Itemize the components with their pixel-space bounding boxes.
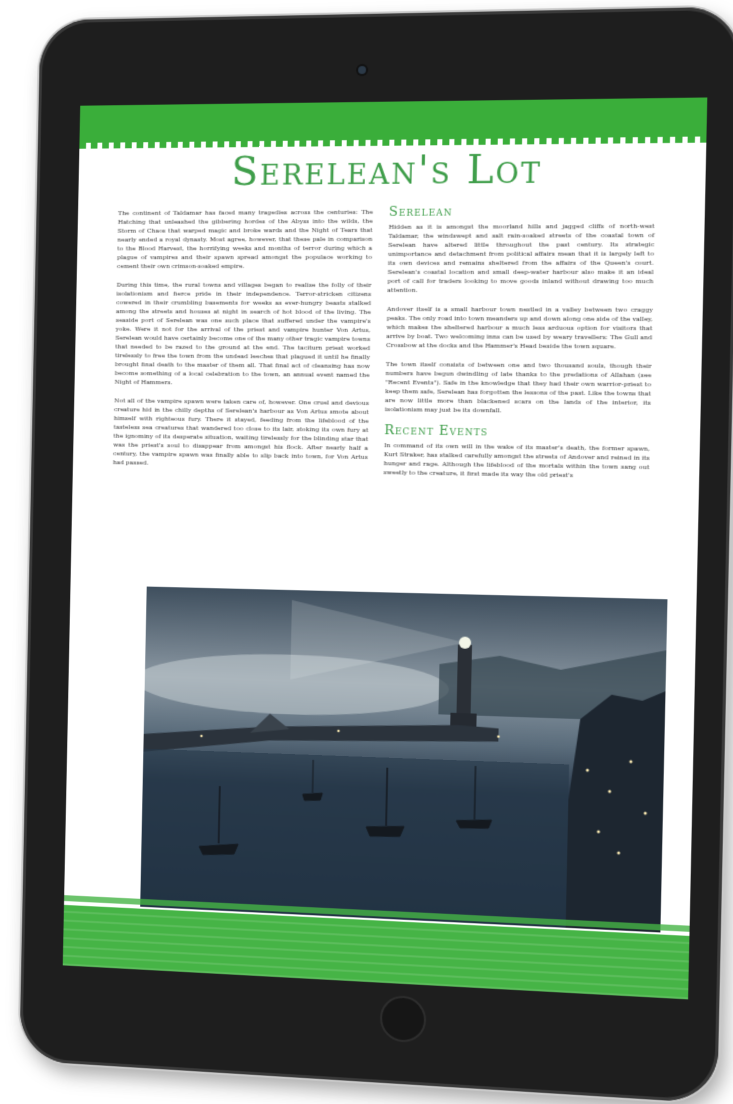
intro-paragraph-2: During this time, the rural towns and villages began to realise the folly of their isolationism and fierce pride in their independence. Terror-stricken citizens cowered in their crumbling basements for weeks as ever-hungry beasts stalked among the streets and houses at night in search of hot blood of the living. The seaside port of Serelean was one such place that suffered under the vampire's yoke. Were it not for the arrival of the priest and vampire hunter Von Artus, Serelean would have certainly become one of the many other tragic vampire towns that needed to be razed to the ground at the end. The taciturn priest worked tirelessly to free the town from the undead leeches that plagued it until he finally brought final death to the master of them all. That final act of cleansing has now become something of a local celebration to the town, an annual event named the Night of Hammers. [114, 281, 372, 387]
harbour-scene-graphic [140, 587, 667, 933]
recent-events-paragraph-1: In command of its own will in the wake of its master's death, the former spawn, Kurt Straker, has stalked carefully amongst the streets of Andover and reined in its hunger and rage. Although the lifeblood of the mortals within the town sang out sweetly to the creature, it first made its way the old priest's [383, 442, 650, 480]
tablet-screen[interactable] [63, 97, 708, 999]
serelean-paragraph-1: Hidden as it is amongst the moorland hills and jagged cliffs of north-west Taldamar, the windswept and salt rain-soaked streets of the coastal town of Serelean have altered little throughout the past century. Its strategic unimportance and detachment from political affairs mean that it is largely left to its own devices and remains sheltered from the affairs of the Queen's court. Serelean's coastal location and small deep-water harbour also make it an ideal port of call for traders looking to move goods inland without drawing too much attention. [387, 222, 655, 295]
intro-paragraph-1: The continent of Taldamar has faced many tragedies across the centuries: The Hatching that unleashed the gibbering hordes of the Abyss into the wilds, the Storm of Chaos that warped magic and broke wards and the Night of Tears that nearly ended a royal dynasty. Most agree, however, that these pale in comparison to the Blood Harvest, the horrifying weeks and months of terror during which a plague of vampires and their spawn spread amongst the populace working to cement their own crimson-soaked empire. [116, 208, 374, 270]
right-column [383, 204, 655, 491]
top-green-banner [79, 97, 707, 142]
section-heading-recent-events: Recent Events [384, 423, 489, 440]
intro-paragraph-3: Not all of the vampire spawn were taken care of, however. One cruel and devious creature hid in the chilly depths of Serelean's harbour as Von Artus smote about himself with righteous fury. There it stayed, feeding from the lifeblood of the tasteless sea creatures that wandered too close to its lair, stoking its own fury at the ignominy of its desperate situation, waiting tirelessly for the blinding star that was the priest's soul to disappear from amongst his flock. After nearly half a century, the vampire spawn was finally able to slip back into town, for Von Artus had passed. [112, 397, 370, 467]
serelean-paragraph-2: Andover itself is a small harbour town nestled in a valley between two craggy peaks. The only road into town meanders up and down along one side of the valley, which makes the sheltered harbour a much less arduous option for visitors that arrive by boat. Two welcoming inns can be used by weary travellers: The Gull and Crossbow at the docks and the Hammer's Head beside the town square. [386, 305, 653, 351]
serelean-paragraph-3: The town itself consists of between one and two thousand souls, though their numbers have begun dwindling of late thanks to the predations of Allahan (see "Recent Events"). Safe in the knowledge that they had their own warrior-priest to keep them safe, Serelean has forgotten the lessons of the past. Like the towns that are now little more than blackened scars on the lands of the interior, its isolationism may just be its downfall. [384, 361, 652, 415]
section-heading-serelean: Serelean [388, 204, 453, 220]
home-button[interactable] [380, 995, 427, 1044]
camera-icon [358, 66, 366, 74]
left-column [113, 208, 373, 481]
page-title: Serelean's Lot [230, 146, 543, 195]
harbour-illustration [140, 587, 667, 933]
tablet-device [19, 7, 733, 1104]
